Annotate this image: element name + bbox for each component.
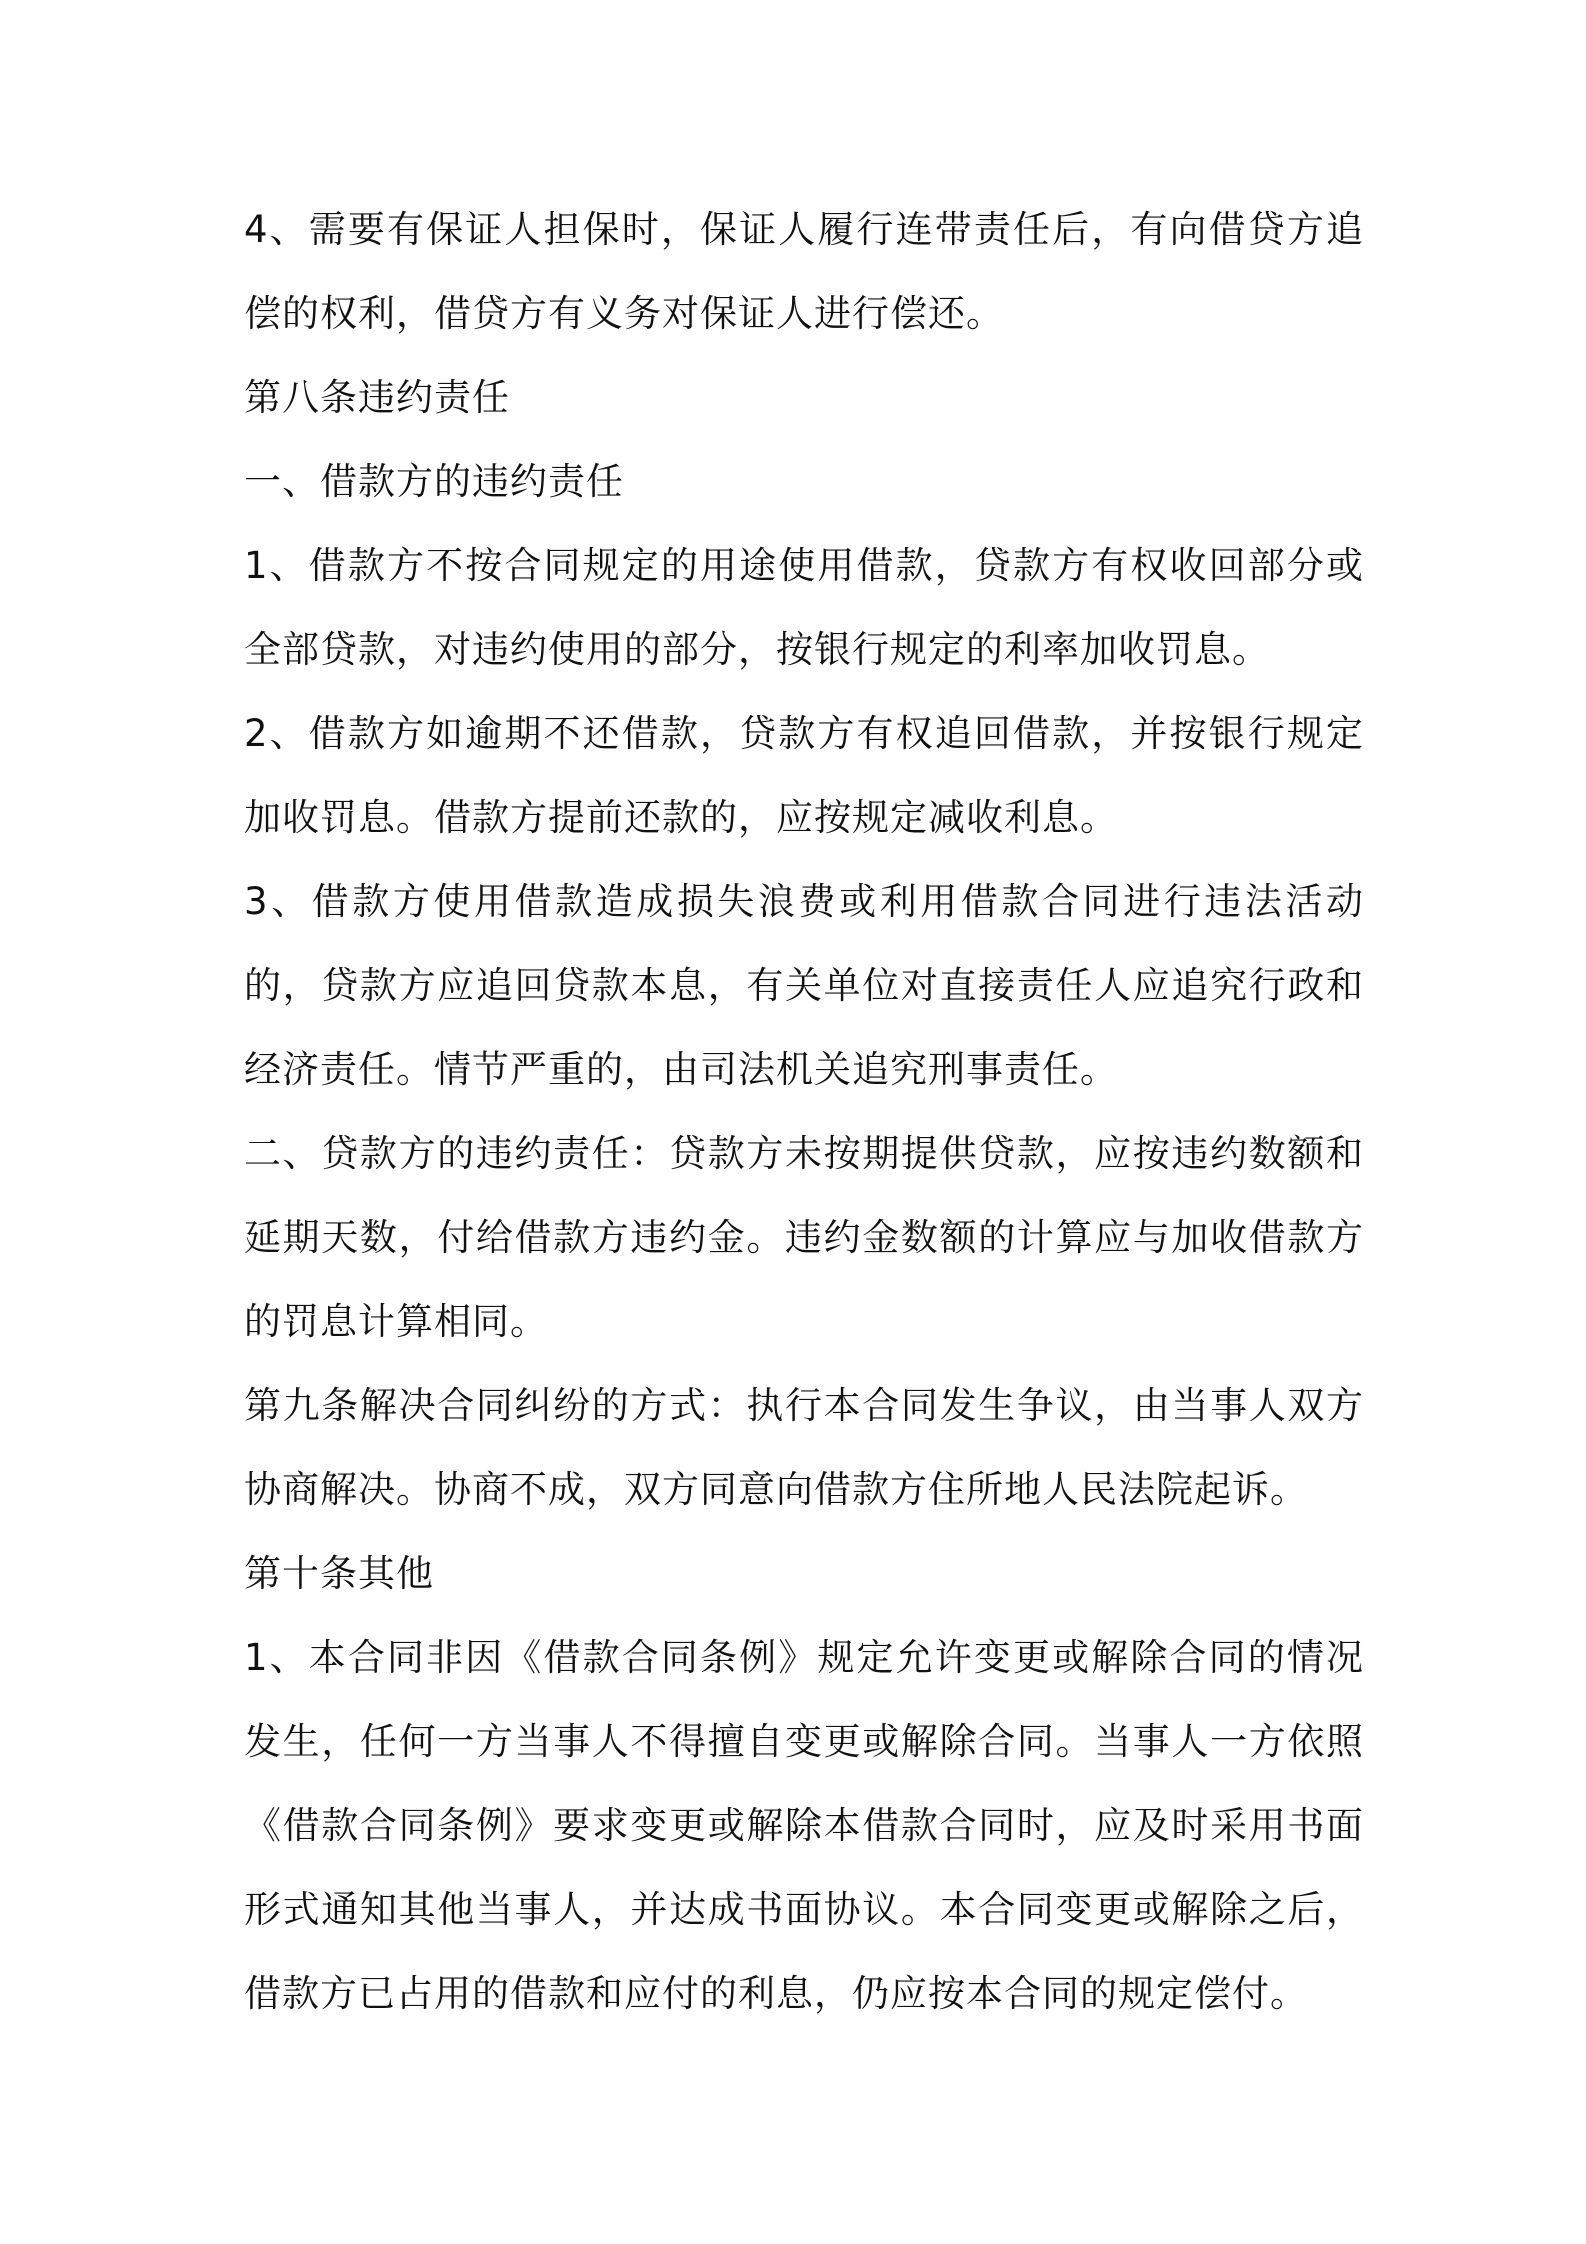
article-eight-heading: 第八条违约责任 [244, 376, 510, 419]
article-ten-item-1: 1、本合同非因《借款合同条例》规定允许变更或解除合同的情况发生，任何一方当事人不得擅自变更或解除合同。当事人一方依照《借款合同条例》要求变更或解除本借款合同时，应及时采用书面形式通知其他当事人，并达成书面协议。本合同变更或解除之后，借款方已占用的借款和应付的利息，仍应按本合同的规定偿付。 [244, 1636, 1364, 2015]
borrower-liability-item-3: 3、借款方使用借款造成损失浪费或利用借款合同进行违法活动的，贷款方应追回贷款本息，有关单位对直接责任人应追究行政和经济责任。情节严重的，由司法机关追究刑事责任。 [244, 880, 1364, 1091]
article-nine-dispute-resolution: 第九条解决合同纠纷的方式：执行本合同发生争议，由当事人双方协商解决。协商不成，双方同意向借款方住所地人民法院起诉。 [244, 1384, 1364, 1511]
lender-liability-paragraph: 二、贷款方的违约责任：贷款方未按期提供贷款，应按违约数额和延期天数，付给借款方违约金。违约金数额的计算应与加收借款方的罚息计算相同。 [244, 1132, 1364, 1343]
clause-guarantor-recourse: 4、需要有保证人担保时，保证人履行连带责任后，有向借贷方追偿的权利，借贷方有义务对保证人进行偿还。 [244, 208, 1364, 335]
article-ten-heading: 第十条其他 [244, 1552, 434, 1595]
borrower-liability-item-1: 1、借款方不按合同规定的用途使用借款，贷款方有权收回部分或全部贷款，对违约使用的部分，按银行规定的利率加收罚息。 [244, 544, 1364, 671]
borrower-liability-item-2: 2、借款方如逾期不还借款，贷款方有权追回借款，并按银行规定加收罚息。借款方提前还款的，应按规定减收利息。 [244, 712, 1364, 839]
borrower-liability-heading: 一、借款方的违约责任 [244, 460, 624, 503]
document-body [244, 188, 1364, 2036]
